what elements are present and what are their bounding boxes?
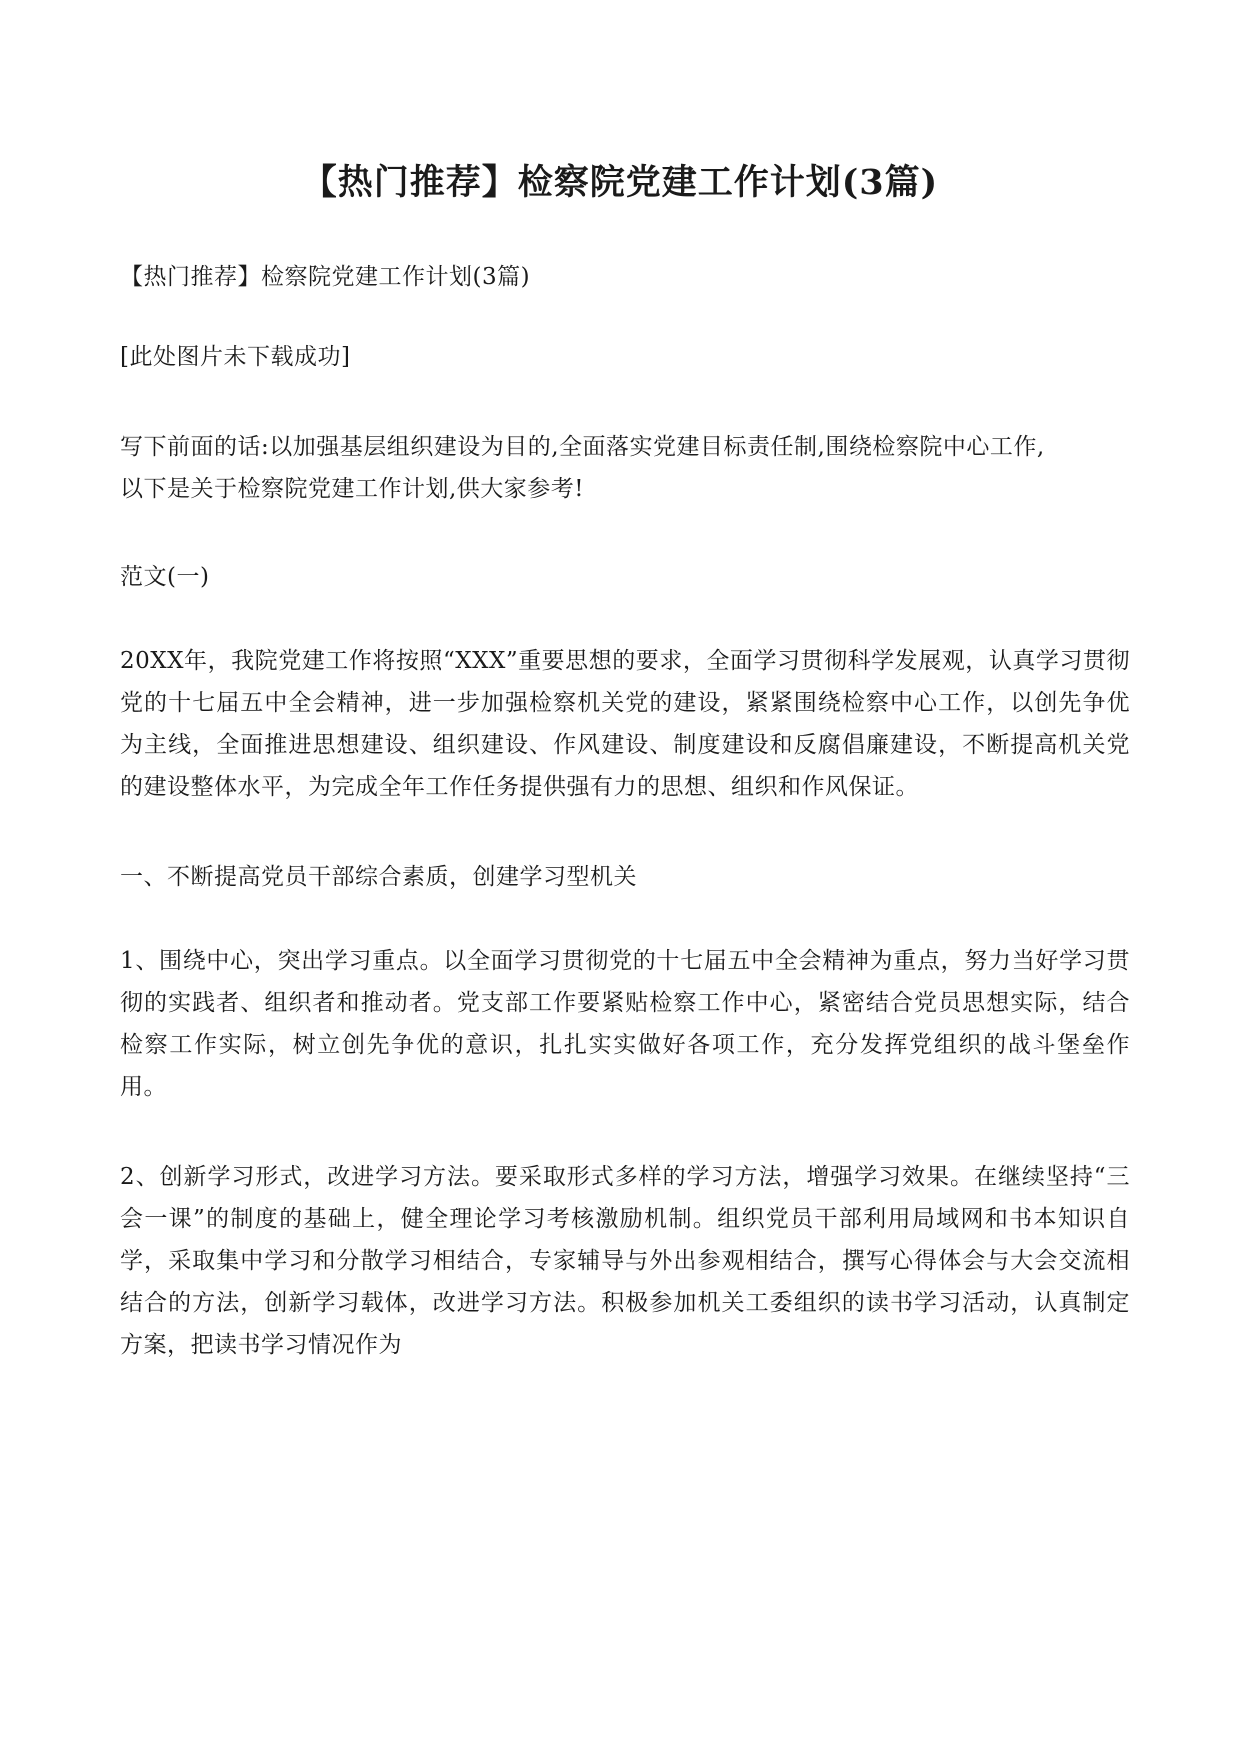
- list-item-2: 2、创新学习形式，改进学习方法。要采取形式多样的学习方法，增强学习效果。在继续坚持“三会一课”的制度的基础上，健全理论学习考核激励机制。组织党员干部利用局域网和书本知识自学，采取集中学习和分散学习相结合，专家辅导与外出参观相结合，撰写心得体会与大会交流相结合的方法，创新学习载体，改进学习方法。积极参加机关工委组织的读书学习活动，认真制定方案，把读书学习情况作为: [120, 1164, 1130, 1358]
- list-item-1: 1、围绕中心，突出学习重点。以全面学习贯彻党的十七届五中全会精神为重点，努力当好学习贯彻的实践者、组织者和推动者。党支部工作要紧贴检察工作中心，紧密结合党员思想实际，结合检察工作实际，树立创先争优的意识，扎扎实实做好各项工作，充分发挥党组织的战斗堡垒作用。: [120, 948, 1130, 1100]
- intro-line-1: 写下前面的话:以加强基层组织建设为目的,全面落实党建目标责任制,围绕检察院中心工作,: [120, 434, 1045, 460]
- document-subtitle: 【热门推荐】检察院党建工作计划(3篇): [120, 264, 531, 290]
- image-placeholder-text: [此处图片未下载成功]: [120, 344, 351, 370]
- paragraph-1: 20XX年，我院党建工作将按照“XXX”重要思想的要求，全面学习贯彻科学发展观，认真学习贯彻党的十七届五中全会精神，进一步加强检察机关党的建设，紧紧围绕检察中心工作，以创先争优为主线，全面推进思想建设、组织建设、作风建设、制度建设和反腐倡廉建设，不断提高机关党的建设整体水平，为完成全年工作任务提供强有力的思想、组织和作风保证。: [120, 648, 1130, 800]
- document-title: 【热门推荐】检察院党建工作计划(3篇): [301, 162, 939, 203]
- intro-line-2: 以下是关于检察院党建工作计划,供大家参考!: [120, 476, 585, 502]
- intro-paragraph: [120, 426, 1130, 510]
- heading-1: 一、不断提高党员干部综合素质，创建学习型机关: [120, 864, 637, 890]
- section-heading: 范文(一): [120, 564, 210, 590]
